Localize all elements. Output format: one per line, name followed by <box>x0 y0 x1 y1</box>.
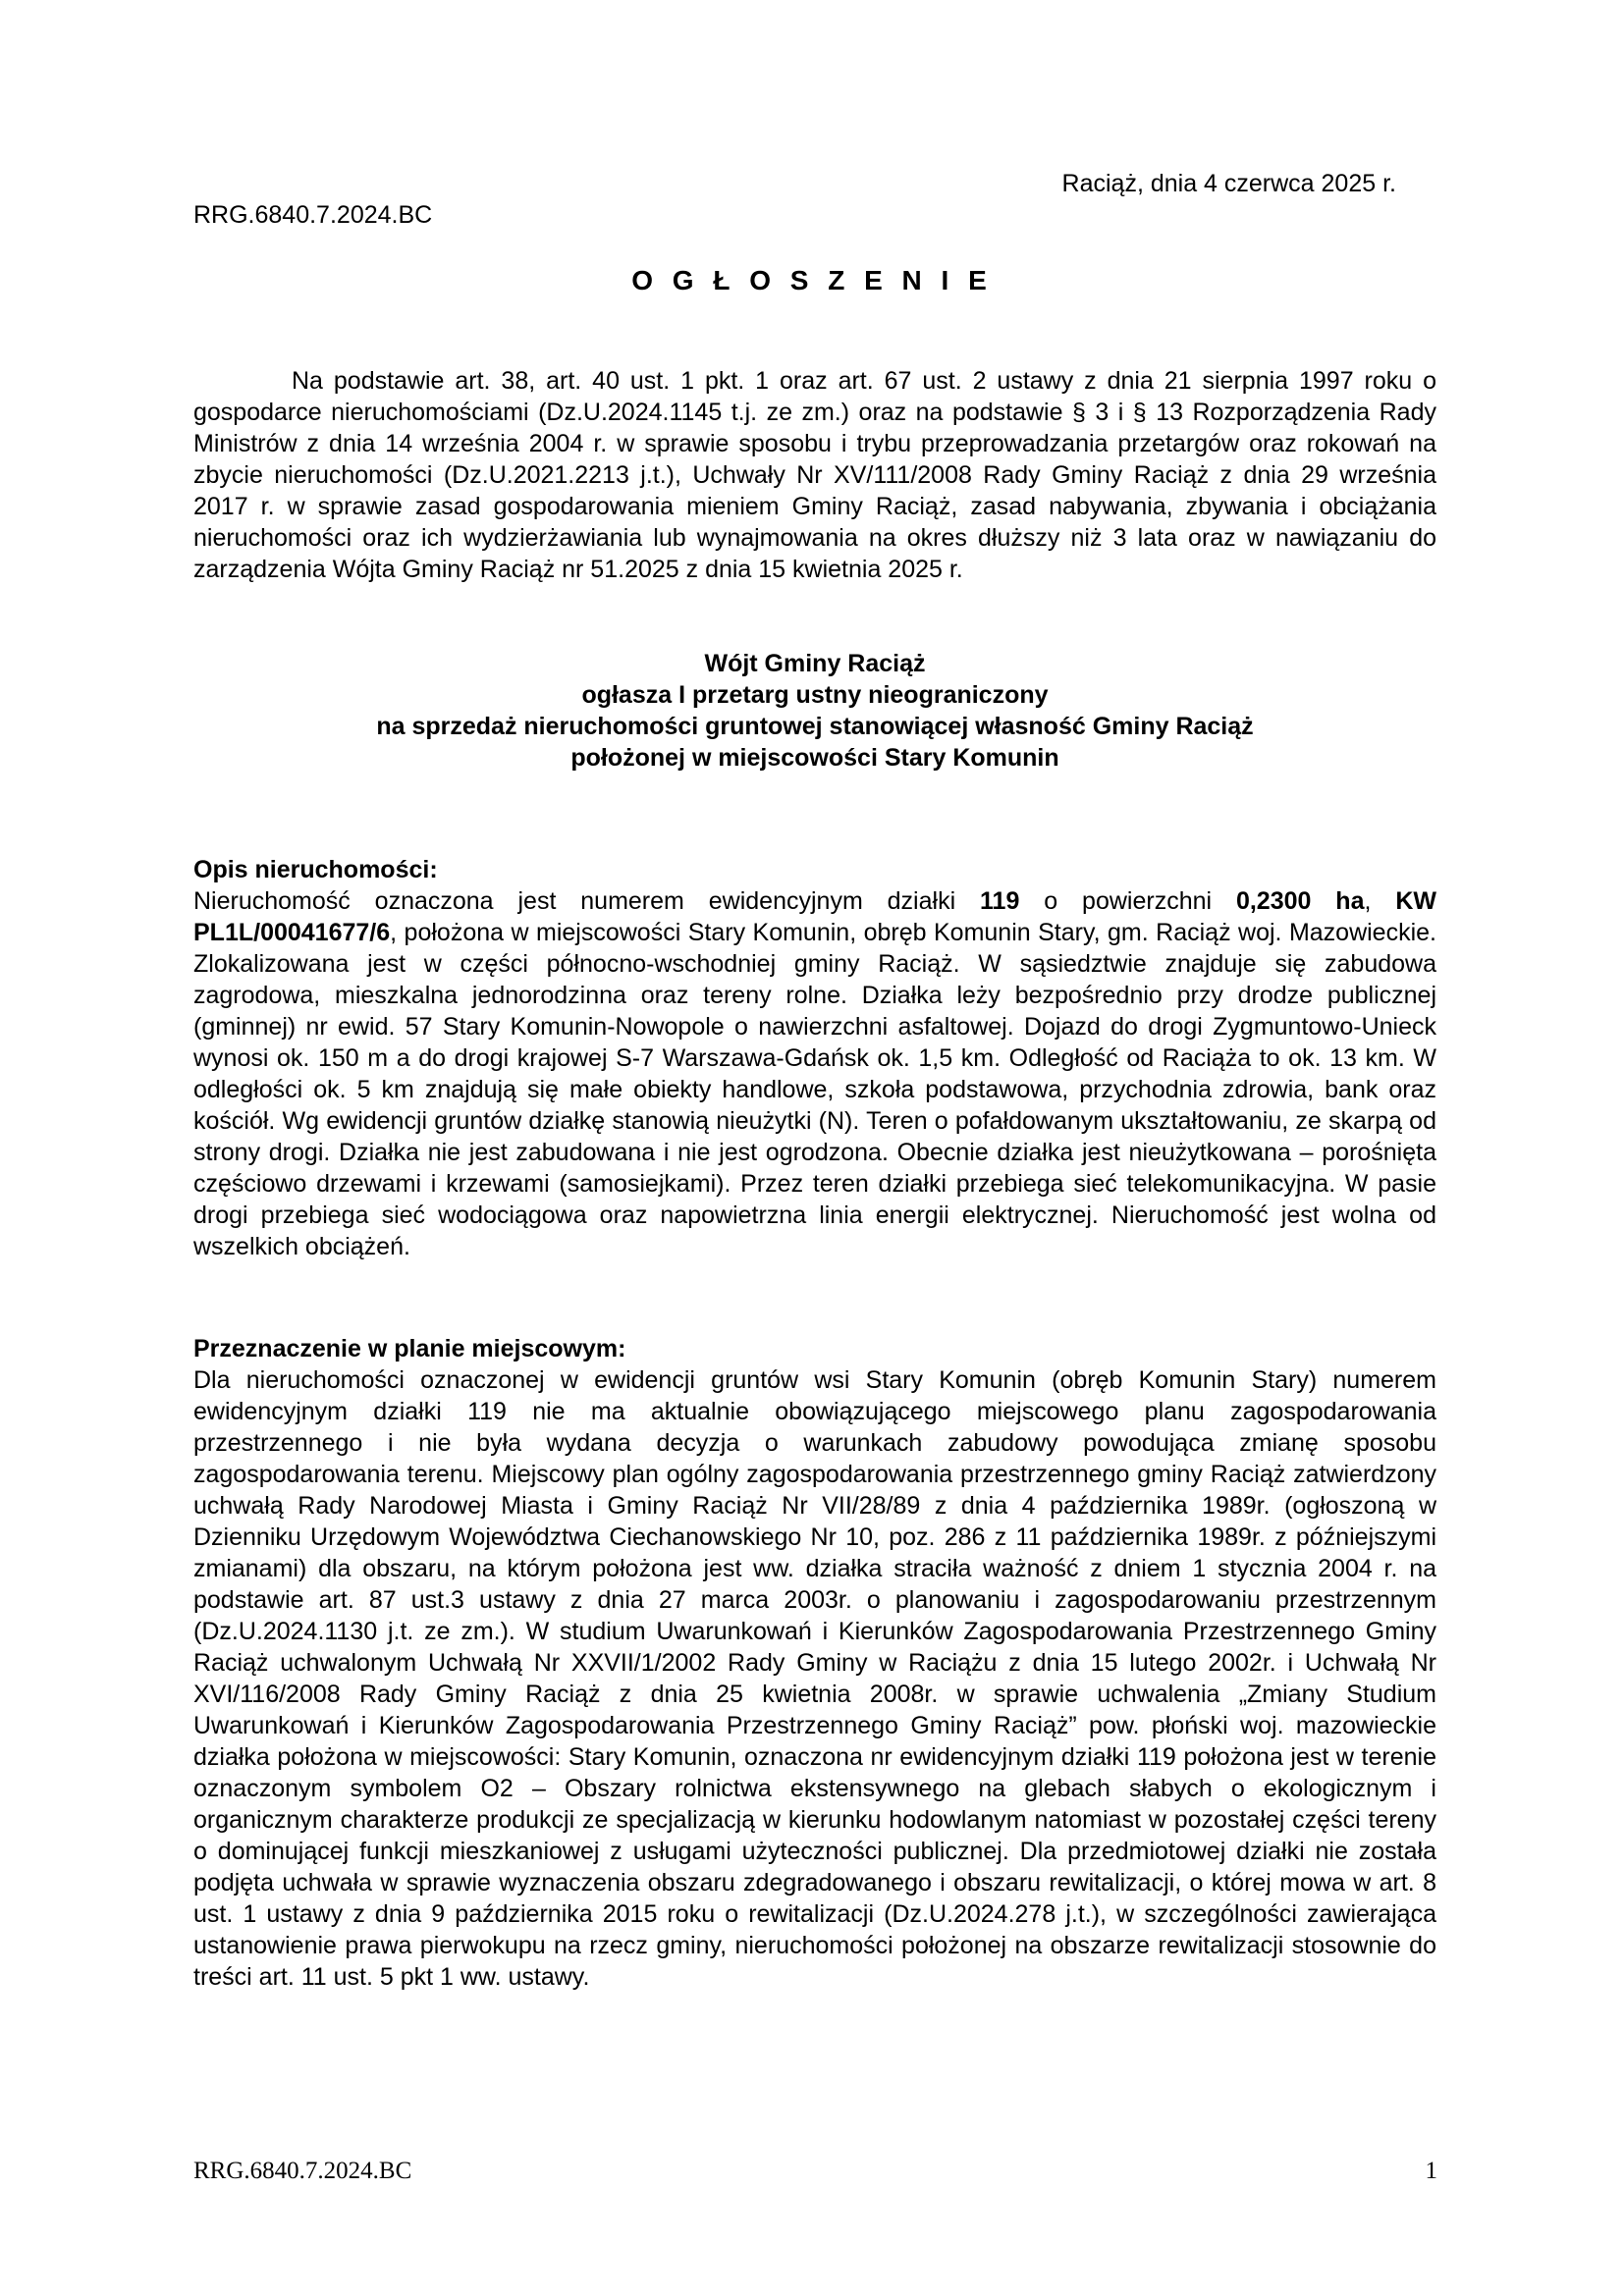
announcement-line-4: położonej w miejscowości Stary Komunin <box>570 744 1059 772</box>
description-part-d: , położona w miejscowości Stary Komunin, obręb Komunin Stary, gm. Raciąż woj. Mazowieckie. Zlokalizowana jest w części północno-wschodniej gminy Raciąż. W sąsiedztwie znajduje się zabudowa zagrodowa, mieszkalna jednorodzinna oraz tereny rolne. Działka leży bezpośrednio przy drodze publicznej (gminnej) nr ewid. 57 Stary Komunin-Nowopole o nawierzchni asfaltowej. Dojazd do drogi Zygmuntowo-Unieck wynosi ok. 150 m a do drogi krajowej S-7 Warszawa-Gdańsk ok. 1,5 km. Odległość od Raciąża to ok. 13 km. W odległości ok. 5 km znajdują się małe obiekty handlowe, szkoła podstawowa, przychodnia zdrowia, bank oraz kościół. Wg ewidencji gruntów działkę stanowią nieużytki (N). Teren o pofałdowanym ukształtowaniu, ze skarpą od strony drogi. Działka nie jest zabudowana i nie jest ogrodzona. Obecnie działka jest nieużytkowana – porośnięta częściowo drzewami i krzewami (samosiejkami). Przez teren działki przebiega sieć telekomunikacyjna. W pasie drogi przebiega sieć wodociągowa oraz napowietrzna linia energii elektrycznej. Nieruchomość jest wolna od wszelkich obciążeń. <box>193 919 1436 1260</box>
document-title: O G Ł O S Z E N I E <box>631 265 993 295</box>
announcement-heading <box>193 648 1436 774</box>
announcement-line-3: na sprzedaż nieruchomości gruntowej stanowiącej własność Gminy Raciąż <box>376 713 1254 740</box>
section-title-zoning: Przeznaczenie w planie miejscowym: <box>193 1335 626 1362</box>
plot-number: 119 <box>980 887 1020 915</box>
intro-paragraph: Na podstawie art. 38, art. 40 ust. 1 pkt. 1 oraz art. 67 ust. 2 ustawy z dnia 21 sierpnia 1997 roku o gospodarce nieruchomościami (Dz.U.2024.1145 t.j. ze zm.) oraz na podstawie § 3 i § 13 Rozporządzenia Rady Ministrów z dnia 14 września 2004 r. w sprawie sposobu i trybu przeprowadzania przetargów oraz rokowań na zbycie nieruchomości (Dz.U.2021.2213 j.t.), Uchwały Nr XV/111/2008 Rady Gminy Raciąż z dnia 29 września 2017 r. w sprawie zasad gospodarowania mieniem Gminy Raciąż, zasad nabywania, zbywania i obciążania nieruchomości oraz ich wydzierżawiania lub wynajmowania na okres dłuższy niż 3 lata oraz w nawiązaniu do zarządzenia Wójta Gminy Raciąż nr 51.2025 z dnia 15 kwietnia 2025 r. <box>193 367 1436 583</box>
zoning-plan-text: Dla nieruchomości oznaczonej w ewidencji gruntów wsi Stary Komunin (obręb Komunin Stary) numerem ewidencyjnym działki 119 nie ma aktualnie obowiązującego miejscowego planu zagospodarowania przestrzennego i nie była wydana decyzja o warunkach zabudowy powodująca zmianę sposobu zagospodarowania terenu. Miejscowy plan ogólny zagospodarowania przestrzennego gminy Raciąż zatwierdzony uchwałą Rady Narodowej Miasta i Gminy Raciąż Nr VII/28/89 z dnia 4 października 1989r. (ogłoszoną w Dzienniku Urzędowym Województwa Ciechanowskiego Nr 10, poz. 286 z 11 października 1989r. z późniejszymi zmianami) dla obszaru, na którym położona jest ww. działka straciła ważność z dniem 1 stycznia 2004 r. na podstawie art. 87 ust.3 ustawy z dnia 27 marca 2003r. o planowaniu i zagospodarowaniu przestrzennym (Dz.U.2024.1130 j.t. ze zm.). W studium Uwarunkowań i Kierunków Zagospodarowania Przestrzennego Gminy Raciąż uchwalonym Uchwałą Nr XXVII/1/2002 Rady Gminy w Raciążu z dnia 15 lutego 2002r. i Uchwałą Nr XVI/116/2008 Rady Gminy Raciąż z dnia 25 kwietnia 2008r. w sprawie uchwalenia „Zmiany Studium Uwarunkowań i Kierunków Zagospodarowania Przestrzennego Gminy Raciąż” pow. płoński woj. mazowieckie działka położona w miejscowości: Stary Komunin, oznaczona nr ewidencyjnym działki 119 położona jest w terenie oznaczonym symbolem O2 – Obszary rolnictwa ekstensywnego na glebach słabych o ekologicznym i organicznym charakterze produkcji ze specjalizacją w kierunku hodowlanym natomiast w pozostałej części tereny o dominującej funkcji mieszkaniowej z usługami użyteczności publicznej. Dla przedmiotowej działki nie została podjęta uchwała w sprawie wyznaczenia obszaru zdegradowanego i obszaru rewitalizacji, o której mowa w art. 8 ust. 1 ustawy z dnia 9 października 2015 roku o rewitalizacji (Dz.U.2024.278 j.t.), w szczególności zawierająca ustanowienie prawa pierwokupu na rzecz gminy, nieruchomości położonej na obszarze rewitalizacji stosownie do treści art. 11 ust. 5 pkt 1 ww. ustawy. <box>193 1366 1436 1991</box>
zoning-plan-section <box>193 1333 1436 1993</box>
property-description-text <box>193 885 1436 1262</box>
property-description-section <box>193 854 1436 1262</box>
description-part-a: Nieruchomość oznaczona jest numerem ewidencyjnym działki <box>193 887 981 915</box>
plot-area: 0,2300 ha <box>1235 887 1365 915</box>
reference-number: RRG.6840.7.2024.BC <box>193 201 433 229</box>
section-title-description: Opis nieruchomości: <box>193 856 438 883</box>
footer-reference: RRG.6840.7.2024.BC <box>193 2158 412 2184</box>
place-and-date: Raciąż, dnia 4 czerwca 2025 r. <box>1061 170 1396 197</box>
announcement-line-2: ogłasza I przetarg ustny nieograniczony <box>581 681 1049 709</box>
announcement-line-1: Wójt Gminy Raciąż <box>704 650 926 677</box>
page-number: 1 <box>1425 2158 1437 2184</box>
description-part-c: , <box>1364 887 1396 915</box>
description-part-b: o powierzchni <box>1019 887 1236 915</box>
land-register-number: KW PL1L/00041677/6 <box>193 887 1436 946</box>
